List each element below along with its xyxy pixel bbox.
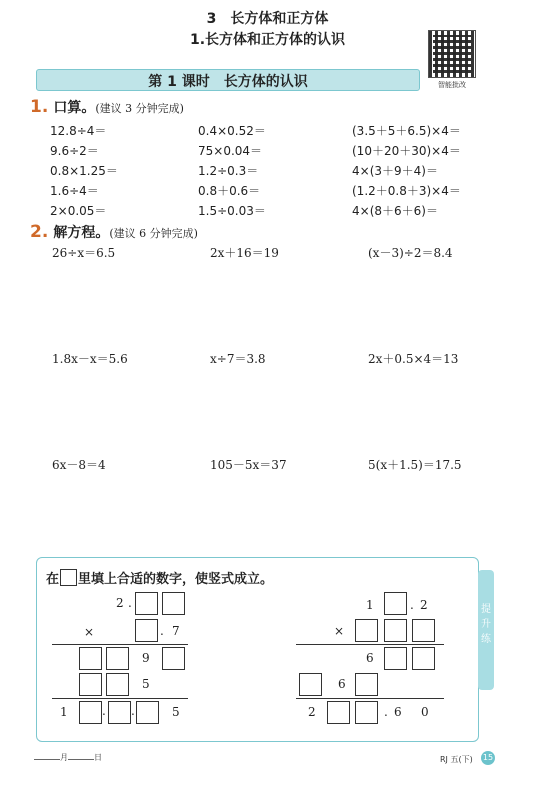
right-digit-1: 1 bbox=[366, 598, 374, 612]
right-box-7[interactable] bbox=[299, 673, 322, 696]
month-label: 月 bbox=[60, 753, 68, 762]
left-result-1: 1 bbox=[60, 705, 68, 719]
left-times: × bbox=[84, 625, 95, 639]
right-box-2[interactable] bbox=[355, 619, 378, 642]
left-dot-1: . bbox=[128, 596, 132, 610]
mental-math-3-1: 0.8×1.25＝ bbox=[50, 164, 118, 178]
right-times: × bbox=[334, 624, 345, 638]
equation-3-2: 105－5x＝37 bbox=[210, 458, 287, 472]
left-result-dot: . bbox=[102, 704, 106, 718]
right-result-0: 0 bbox=[421, 705, 429, 719]
right-box-9[interactable] bbox=[327, 701, 350, 724]
part1-number: 1. bbox=[30, 97, 49, 117]
equation-3-1: 6x－8＝4 bbox=[52, 458, 106, 472]
mental-math-5-1: 2×0.05＝ bbox=[50, 204, 107, 218]
equation-2-3: 2x＋0.5×4＝13 bbox=[368, 352, 459, 366]
right-rule-2 bbox=[296, 698, 444, 699]
right-digit-2: 2 bbox=[420, 598, 428, 612]
equation-1-1: 26÷x＝6.5 bbox=[52, 246, 116, 260]
mental-math-1-1: 12.8÷4＝ bbox=[50, 124, 107, 138]
date-field[interactable] bbox=[34, 752, 102, 763]
mental-math-2-2: 75×0.04＝ bbox=[198, 144, 263, 158]
right-box-10[interactable] bbox=[355, 701, 378, 724]
instruction-suffix: 里填上合适的数字，使竖式成立。 bbox=[78, 572, 274, 587]
mental-math-4-2: 0.8＋0.6＝ bbox=[198, 184, 261, 198]
mental-math-5-2: 1.5÷0.03＝ bbox=[198, 204, 266, 218]
lesson-title: 第 1 课时 长方体的认识 bbox=[148, 74, 308, 90]
left-dot-2: . bbox=[160, 624, 164, 638]
right-box-5[interactable] bbox=[384, 647, 407, 670]
part1-title: 口算。 bbox=[53, 100, 96, 116]
mental-math-4-3: (1.2＋0.8＋3)×4＝ bbox=[352, 184, 461, 198]
instruction-prefix: 在 bbox=[46, 572, 60, 587]
left-digit-7: 7 bbox=[172, 624, 180, 638]
right-digit-6: 6 bbox=[366, 651, 374, 665]
mental-math-4-1: 1.6÷4＝ bbox=[50, 184, 99, 198]
mental-math-3-2: 1.2÷0.3＝ bbox=[198, 164, 259, 178]
chapter-title: 3 长方体和正方体 bbox=[206, 11, 329, 27]
mental-math-2-3: (10＋20＋30)×4＝ bbox=[352, 144, 461, 158]
right-box-6[interactable] bbox=[412, 647, 435, 670]
right-rule-1 bbox=[296, 644, 444, 645]
left-result-dot-2: . bbox=[131, 704, 135, 718]
mental-math-3-3: 4×(3＋9＋4)＝ bbox=[352, 164, 438, 178]
equation-1-3: (x－3)÷2＝8.4 bbox=[368, 246, 453, 260]
part2-number: 2. bbox=[30, 222, 49, 242]
equation-1-2: 2x＋16＝19 bbox=[210, 246, 279, 260]
right-result-dot: . bbox=[384, 705, 388, 719]
right-result-6: 6 bbox=[394, 705, 402, 719]
left-digit-2: 2 bbox=[116, 596, 124, 610]
sidebar-label: 提升练 bbox=[481, 604, 491, 645]
mental-math-5-3: 4×(8＋6＋6)＝ bbox=[352, 204, 438, 218]
left-digit-9: 9 bbox=[142, 651, 150, 665]
left-digit-5: 5 bbox=[142, 677, 150, 691]
mental-math-2-1: 9.6÷2＝ bbox=[50, 144, 99, 158]
mental-math-1-3: (3.5＋5＋6.5)×4＝ bbox=[352, 124, 461, 138]
page-number: 15 bbox=[481, 751, 495, 765]
equation-2-1: 1.8x－x＝5.6 bbox=[52, 352, 128, 366]
part1-note: (建议 3 分钟完成) bbox=[95, 102, 184, 115]
part2-title: 解方程。 bbox=[53, 225, 110, 241]
qr-label: 智能批改 bbox=[438, 81, 466, 89]
day-label: 日 bbox=[94, 753, 102, 762]
right-box-8[interactable] bbox=[355, 673, 378, 696]
equation-2-2: x÷7＝3.8 bbox=[210, 352, 266, 366]
right-box-3[interactable] bbox=[384, 619, 407, 642]
equation-3-3: 5(x＋1.5)＝17.5 bbox=[368, 458, 462, 472]
left-result-5: 5 bbox=[172, 705, 180, 719]
right-dot: . bbox=[410, 598, 414, 612]
mental-math-1-2: 0.4×0.52＝ bbox=[198, 124, 266, 138]
part2-note: (建议 6 分钟完成) bbox=[109, 227, 198, 240]
right-box-4[interactable] bbox=[412, 619, 435, 642]
right-result-2: 2 bbox=[308, 705, 316, 719]
grade-label: RJ 五(下) bbox=[440, 755, 473, 764]
section-title: 1.长方体和正方体的认识 bbox=[189, 32, 346, 48]
right-digit-6b: 6 bbox=[338, 677, 346, 691]
right-box-1[interactable] bbox=[384, 592, 407, 615]
